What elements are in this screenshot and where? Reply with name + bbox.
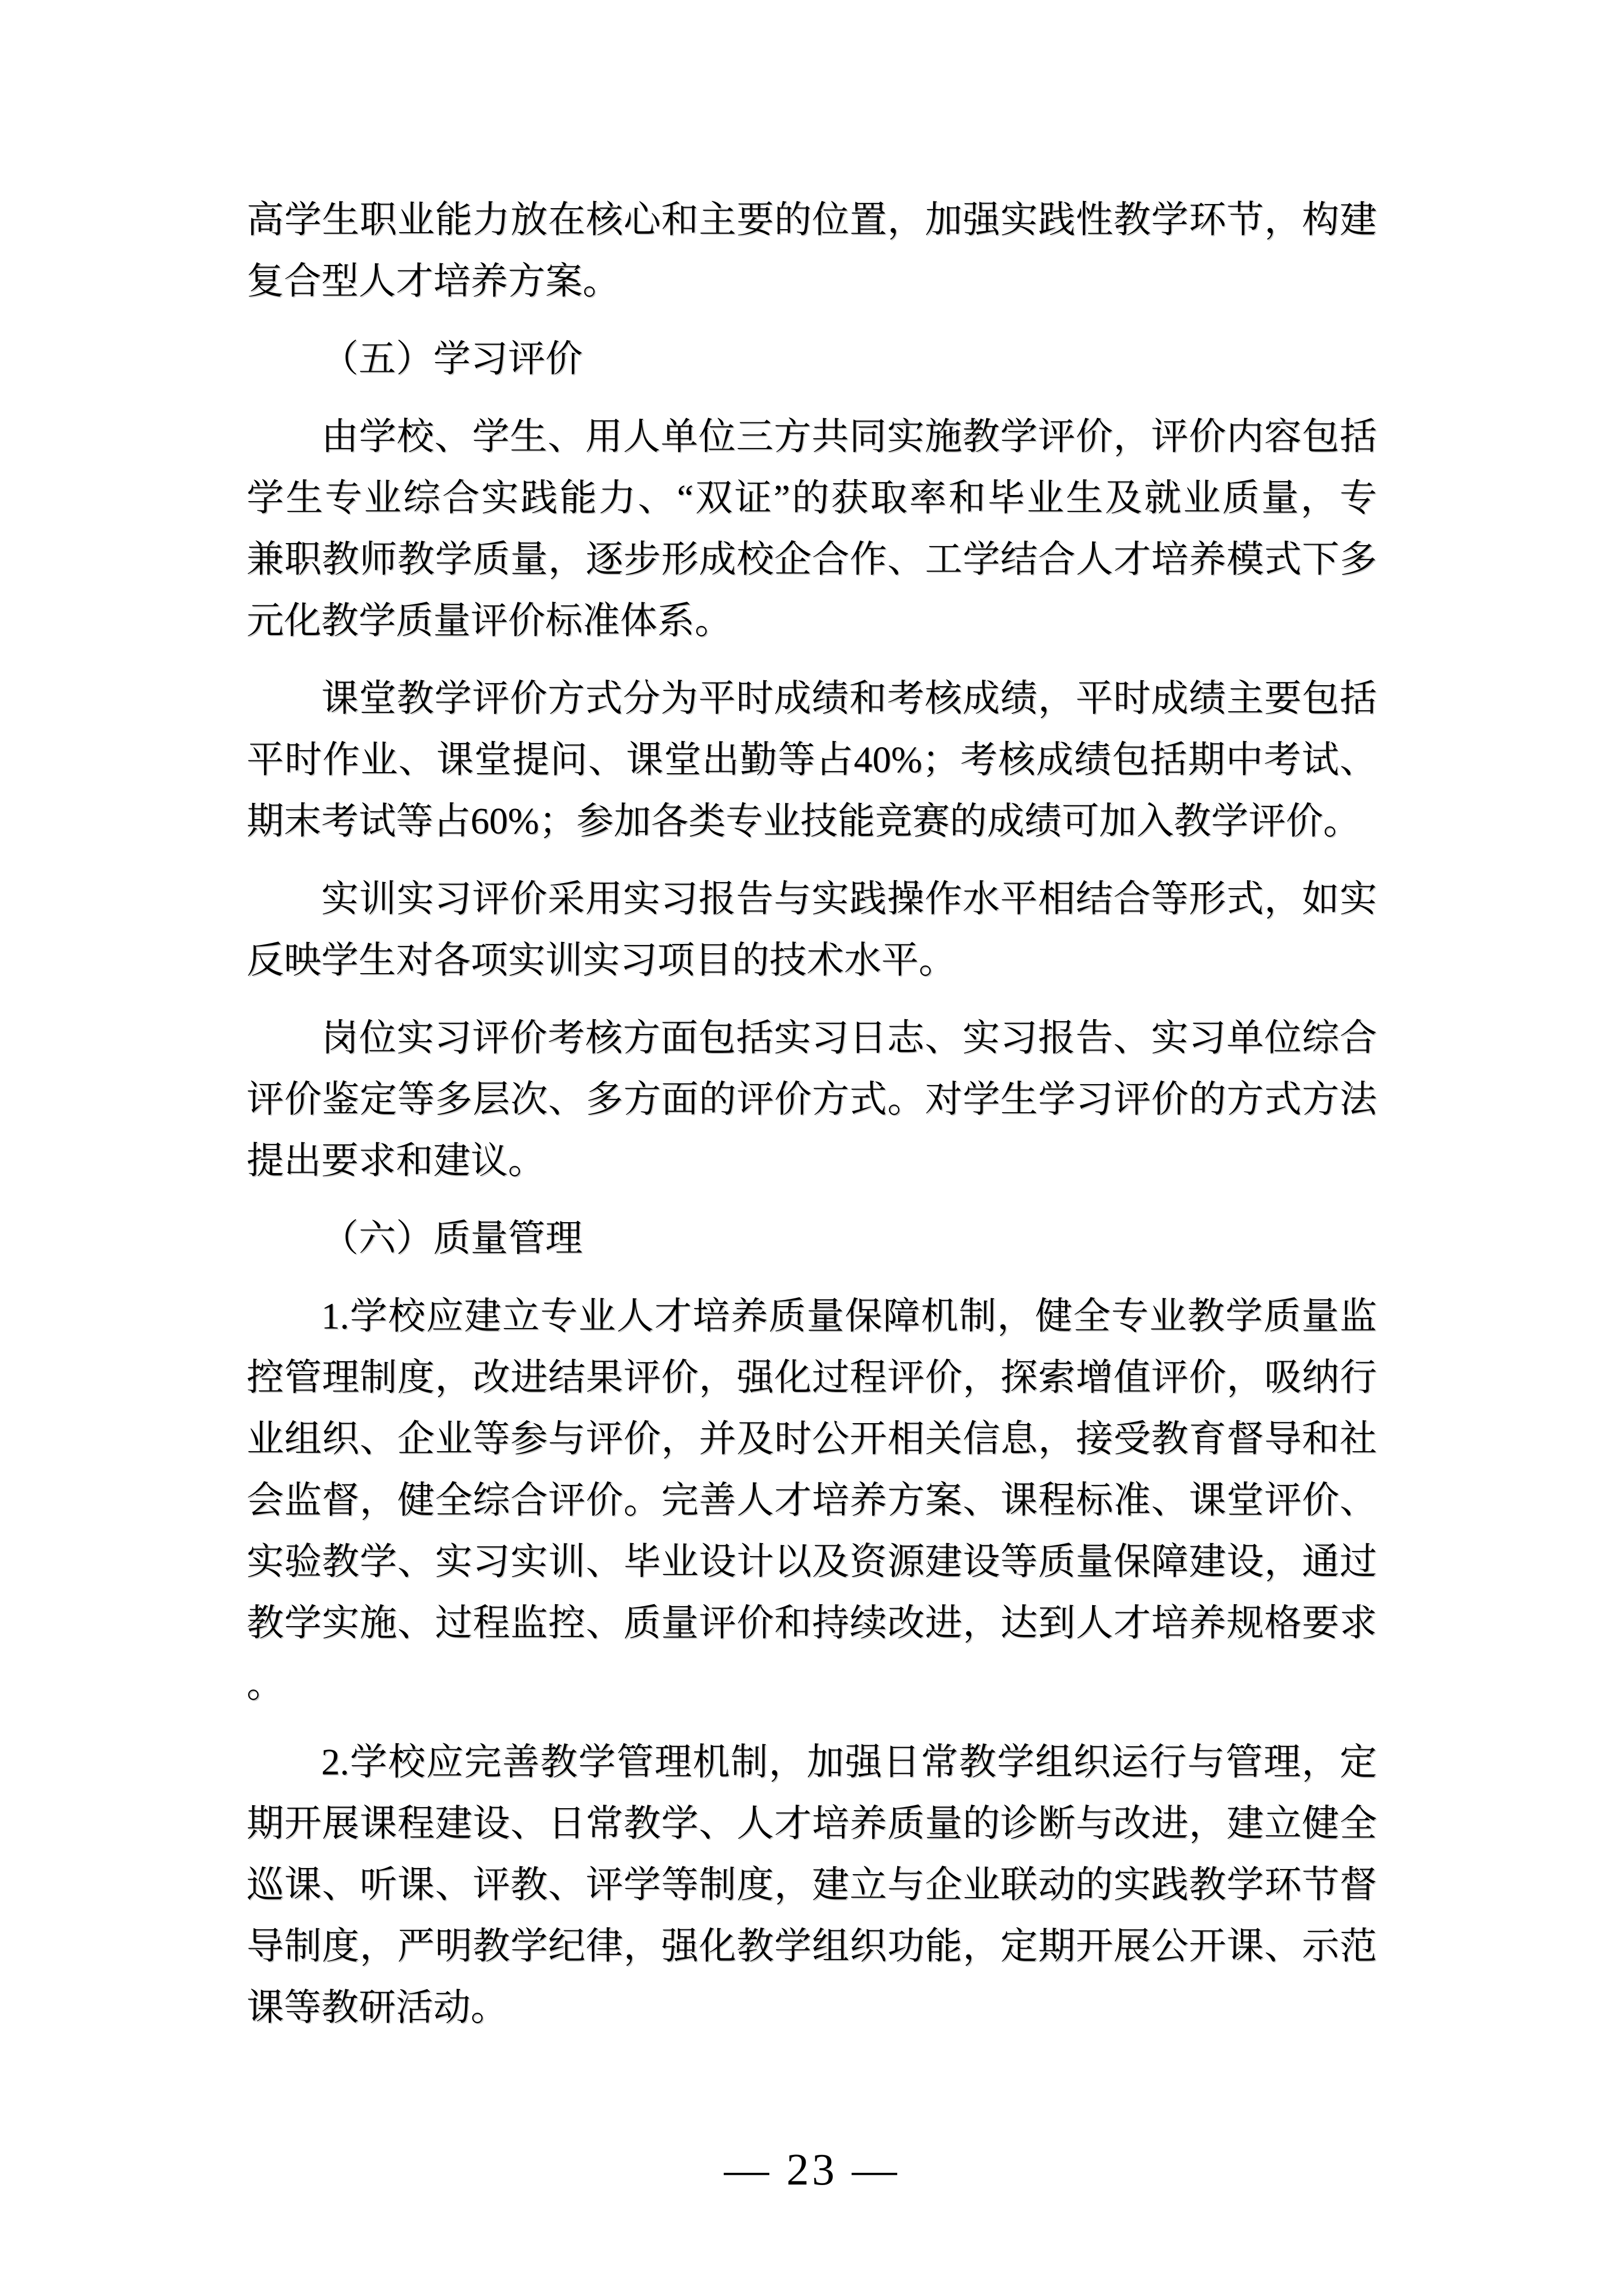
paragraph [247, 1286, 1377, 1715]
text-line: 实验教学、实习实训、毕业设计以及资源建设等质量保障建设，通过 [247, 1541, 1377, 1582]
text-line: 平时作业、课堂提问、课堂出勤等占40%；考核成绩包括期中考试、 [247, 739, 1377, 780]
text-line: 教学实施、过程监控、质量评价和持续改进，达到人才培养规格要求 [247, 1602, 1377, 1644]
text-line: 业组织、企业等参与评价，并及时公开相关信息，接受教育督导和社 [247, 1418, 1377, 1459]
text-line: 控管理制度，改进结果评价，强化过程评价，探索增值评价，吸纳行 [247, 1357, 1377, 1398]
paragraph [247, 1731, 1377, 2038]
text-line: 。 [247, 1663, 284, 1705]
text-line: 兼职教师教学质量，逐步形成校企合作、工学结合人才培养模式下多 [247, 538, 1377, 580]
paragraph [247, 1007, 1377, 1191]
page-number: — 23 — [724, 2145, 900, 2195]
text-line: 会监督，健全综合评价。完善人才培养方案、课程标准、课堂评价、 [247, 1479, 1377, 1521]
text-line: 复合型人才培养方案。 [247, 260, 620, 302]
section-heading [247, 328, 1377, 390]
text-line: 实训实习评价采用实习报告与实践操作水平相结合等形式，如实 [321, 878, 1377, 919]
text-line: 课堂教学评价方式分为平时成绩和考核成绩，平时成绩主要包括 [321, 678, 1377, 719]
text-line: 元化教学质量评价标准体系。 [247, 600, 732, 641]
heading-line: （六）质量管理 [321, 1218, 583, 1259]
paragraph [247, 406, 1377, 651]
text-line: 期末考试等占60%；参加各类专业技能竞赛的成绩可加入教学评价。 [247, 800, 1361, 842]
text-line: 岗位实习评价考核方面包括实习日志、实习报告、实习单位综合 [321, 1017, 1377, 1059]
text-line: 导制度，严明教学纪律，强化教学组织功能，定期开展公开课、示范 [247, 1925, 1377, 1967]
paragraph [247, 868, 1377, 991]
heading-line: （五）学习评价 [321, 338, 583, 379]
paragraph [247, 668, 1377, 852]
text-line: 学生专业综合实践能力、“双证”的获取率和毕业生及就业质量，专 [247, 477, 1377, 519]
text-line: 课等教研活动。 [247, 1987, 508, 2028]
text-line: 期开展课程建设、日常教学、人才培养质量的诊断与改进，建立健全 [247, 1803, 1377, 1844]
text-line: 2.学校应完善教学管理机制，加强日常教学组织运行与管理，定 [321, 1741, 1377, 1783]
document-body [247, 189, 1377, 2038]
text-line: 由学校、学生、用人单位三方共同实施教学评价，评价内容包括 [321, 416, 1377, 457]
section-heading [247, 1208, 1377, 1269]
paragraph [247, 189, 1377, 312]
text-line: 提出要求和建议。 [247, 1140, 545, 1181]
text-line: 1.学校应建立专业人才培养质量保障机制，健全专业教学质量监 [321, 1295, 1377, 1337]
text-line: 高学生职业能力放在核心和主要的位置，加强实践性教学环节，构建 [247, 199, 1377, 240]
text-line: 巡课、听课、评教、评学等制度，建立与企业联动的实践教学环节督 [247, 1864, 1377, 1905]
text-line: 评价鉴定等多层次、多方面的评价方式。对学生学习评价的方式方法 [247, 1078, 1377, 1120]
page-footer [0, 2146, 1624, 2195]
text-line: 反映学生对各项实训实习项目的技术水平。 [247, 939, 956, 981]
